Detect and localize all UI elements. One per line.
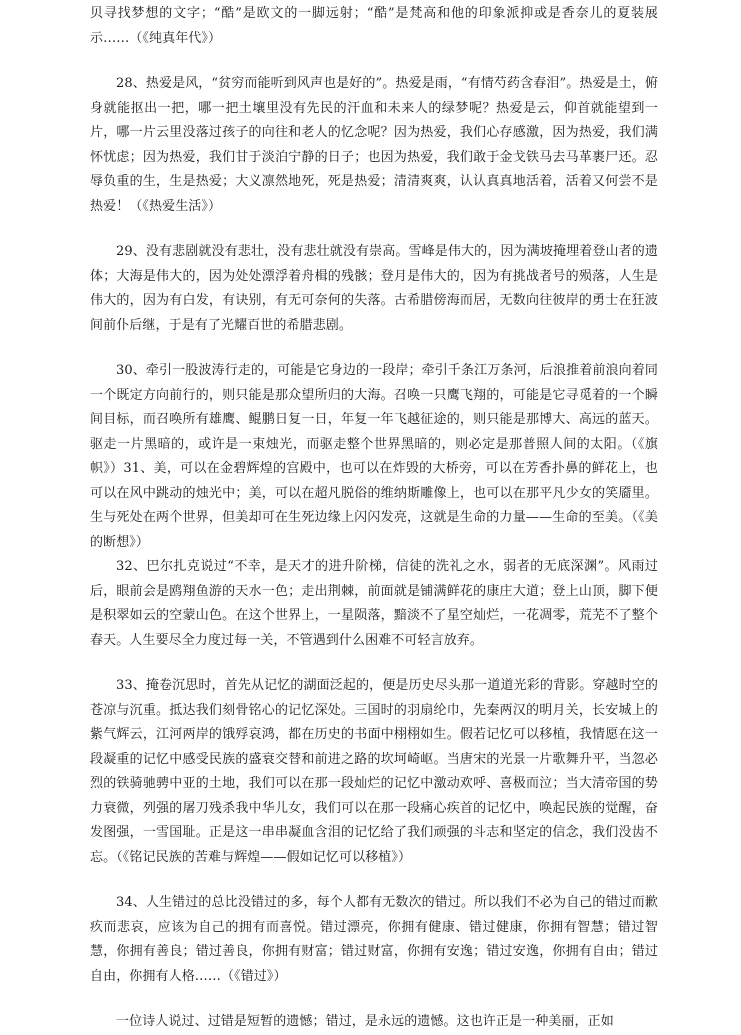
paragraph-30-31: 30、牵引一股波涛行走的，可能是它身边的一段岸；牵引千条江万条河，后浪推着前浪向着同一个既定方向前行的，则只能是那众望所归的大海。召唤一只鹰飞翔的，可能是它寻觅着的一个瞬间目标，而召唤所有雄鹰、鲲鹏日复一日，年复一年飞越征途的，则只能是那博大、高远的蓝天。驱走一片黑暗的，或许是一束烛光，而驱走整个世界黑暗的，则必定是那普照人间的太阳。（《旗帜》）31、美，可以在金碧辉煌的宫殿中，也可以在炸毁的大桥旁，可以在芳香扑鼻的鲜花上，也可以在风中跳动的烛光中；美，可以在超凡脱俗的维纳斯雕像上，也可以在那平凡少女的笑靥里。生与死处在两个世界，但美却可在生死边缘上闪闪发亮，这就是生命的力量——生命的至美。（《美的断想》） [90, 363, 658, 550]
document-page [90, 0, 658, 1035]
paragraph-35: 一位诗人说过、过错是短暂的遗憾；错过，是永远的遗憾。这也许正是一种美丽，正如 [116, 1014, 614, 1029]
paragraph-28: 28、热爱是风，“贫穷而能听到风声也是好的”。热爱是雨，“有情芍药含春泪”。热爱是土，俯身就能抠出一把，哪一把土壤里没有先民的汗血和未来人的绿梦呢？热爱是云，仰首就能望到一片，哪一片云里没落过孩子的向往和老人的忆念呢？因为热爱，我们心存感激，因为热爱，我们满怀忧虑；因为热爱，我们甘于淡泊宁静的日子；也因为热爱，我们敢于金戈铁马去马革裹尸还。忍辱负重的生，生是热爱；大义凛然地死，死是热爱；清清爽爽，认认真真地活着，活着又何尝不是热爱！（《热爱生活》） [90, 76, 658, 214]
paragraph-34: 34、人生错过的总比没错过的多，每个人都有无数次的错过。所以我们不必为自己的错过而歉疚而悲哀，应该为自己的拥有而喜悦。错过漂亮，你拥有健康、错过健康，你拥有智慧；错过智慧，你拥有善良；错过善良，你拥有财富；错过财富，你拥有安逸；错过安逸，你拥有自由；错过自由，你拥有人格……（《错过》） [90, 895, 658, 984]
paragraph-27-tail: 贝寻找梦想的文字；“酷”是欧文的一脚远射；“酷”是梵高和他的印象派抑或是香奈儿的夏装展示……（《纯真年代》） [90, 6, 658, 46]
paragraph-32: 32、巴尔扎克说过“不幸，是天才的进升阶梯，信徒的洗礼之水，弱者的无底深渊”。风雨过后，眼前会是鸥翔鱼游的天水一色；走出荆棘，前面就是铺满鲜花的康庄大道；登上山顶，脚下便是积翠如云的空蒙山色。在这个世界上，一星陨落，黯淡不了星空灿烂，一花凋零，荒芜不了整个春天。人生要尽全力度过每一关，不管遇到什么困难不可轻言放弃。 [90, 559, 658, 648]
paragraph-33: 33、掩卷沉思时，首先从记忆的湖面泛起的，便是历史尽头那一道道光彩的背影。穿越时空的苍凉与沉重。抵达我们刻骨铭心的记忆深处。三国时的羽扇纶巾，先秦两汉的明月关，长安城上的紫气辉云，江河两岸的饿殍哀鸿，都在历史的书面中栩栩如生。假若记忆可以移植，我情愿在这一段凝重的记忆中感受民族的盛衰交替和前进之路的坎坷崎岖。当唐宋的光景一片歌舞升平，当忽必烈的铁骑驰骋中亚的土地，我们可以在那一段灿烂的记忆中激动欢呼、喜极而泣；当大清帝国的势力衰微，列强的屠刀残杀我中华儿女，我们可以在那一段痛心疾首的记忆中，唤起民族的觉醒，奋发图强，一雪国耻。正是这一串串凝血含泪的记忆给了我们顽强的斗志和坚定的信念，我们没齿不忘。（《铭记民族的苦难与辉煌——假如记忆可以移植》） [90, 678, 658, 865]
paragraph-29: 29、没有悲剧就没有悲壮，没有悲壮就没有崇高。雪峰是伟大的，因为满坡掩埋着登山者的遗体；大海是伟大的，因为处处漂浮着舟楫的残骸；登月是伟大的，因为有挑战者号的殒落，人生是伟大的，因为有白发，有诀别，有无可奈何的失落。古希腊傍海而居，无数向往彼岸的勇士在狂波间前仆后继，于是有了光耀百世的希腊悲剧。 [90, 244, 658, 333]
